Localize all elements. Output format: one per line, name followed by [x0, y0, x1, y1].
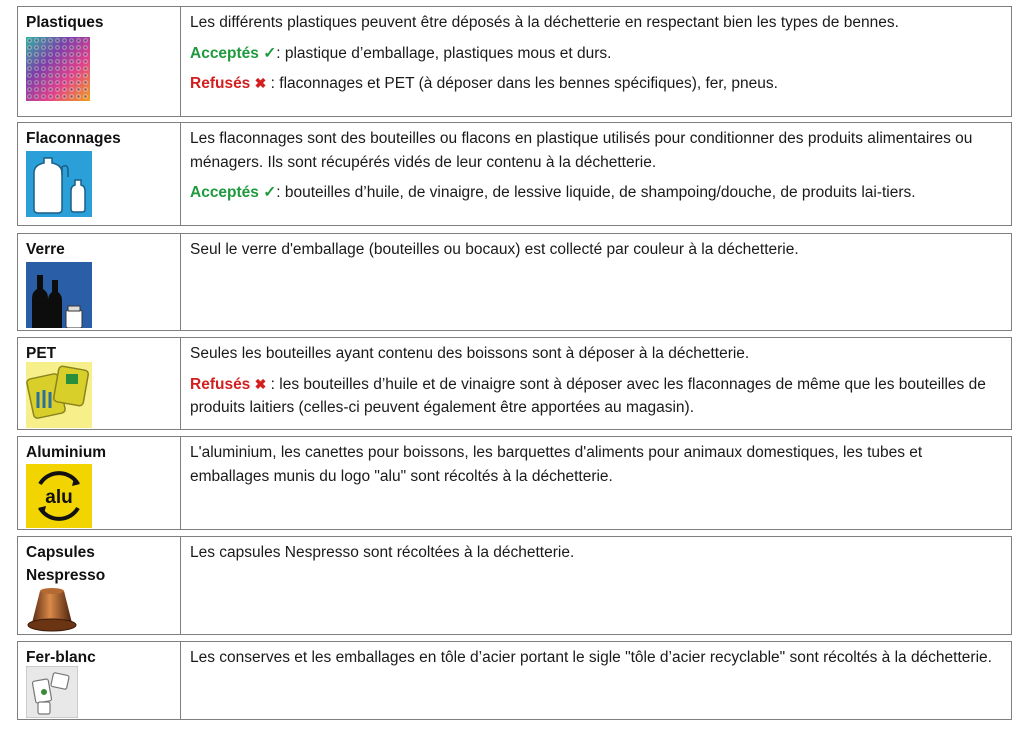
row-title: Verre [26, 241, 65, 258]
plastic-straws-icon [26, 37, 90, 106]
accepted-text: : plastique d’emballage, plastiques mous et durs. [276, 44, 612, 62]
accepted-label: Acceptés [190, 44, 259, 62]
coffee-capsule-icon [26, 587, 78, 638]
row-title: Aluminium [26, 444, 107, 461]
row-title: Fer-blanc [26, 649, 96, 666]
row-description [190, 541, 1001, 572]
row-text: Les flaconnages sont des bouteilles ou flacons en plastique utilisés pour conditionner des produits alimentaires ou ménagers. Ils sont récupérés vidés de leur contenu à la déchetterie. [190, 130, 973, 171]
check-icon: ✓ [263, 44, 277, 62]
row-title: Plastiques [26, 14, 104, 31]
refused-label: Refusés [190, 375, 251, 393]
table-row [17, 122, 1012, 226]
alu-logo-text: alu [45, 487, 73, 508]
plastic-bottles-icon [26, 151, 92, 222]
table-row [17, 536, 1012, 635]
glass-bottles-icon [26, 262, 92, 333]
alu-recycling-icon [26, 464, 92, 533]
row-text: Seul le verre d'emballage (bouteilles ou bocaux) est collecté par couleur à la déchetterie. [190, 241, 799, 258]
row-description [190, 646, 1001, 677]
row-label-cell [18, 7, 181, 116]
row-label-cell [18, 537, 181, 634]
accepted-line [190, 181, 1001, 205]
row-description [190, 238, 1001, 269]
table-row [17, 641, 1012, 720]
row-description [190, 342, 1001, 427]
row-label-cell [18, 437, 181, 529]
row-text: Seules les bouteilles ayant contenu des boissons sont à déposer à la déchetterie. [190, 345, 750, 362]
table-row [17, 6, 1012, 117]
cross-icon: ✖ [254, 375, 267, 392]
row-text: Les conserves et les emballages en tôle d’acier portant le sigle "tôle d’acier recyclable" sont récoltés à la déchetterie. [190, 649, 992, 666]
row-title: Capsules Nespresso [26, 544, 106, 584]
accepted-text: : bouteilles d’huile, de vinaigre, de lessive liquide, de shampoing/douche, de produits lai-tiers. [276, 184, 916, 201]
cross-icon: ✖ [254, 75, 267, 91]
refused-text: : les bouteilles d’huile et de vinaigre sont à déposer avec les flaconnages de même que les bouteilles de produits laitiers (celles-ci peuvent également être apportées au magasin). [190, 375, 986, 416]
accepted-line [190, 42, 1001, 66]
table-row [17, 233, 1012, 331]
row-text: L'aluminium, les canettes pour boissons, les barquettes d'aliments pour animaux domestiques, les tubes et emballages munis du logo "alu" sont récoltés à la déchetterie. [190, 444, 923, 485]
row-label-cell [18, 338, 181, 429]
table-row [17, 436, 1012, 530]
tin-cans-icon [26, 666, 78, 723]
table-row [17, 337, 1012, 430]
row-text: Les capsules Nespresso sont récoltées à la déchetterie. [190, 544, 575, 561]
refused-text: : flaconnages et PET (à déposer dans les bennes spécifiques), fer, pneus. [266, 75, 778, 92]
row-description [190, 127, 1001, 212]
row-label-cell [18, 642, 181, 719]
refused-label: Refusés [190, 75, 251, 92]
row-text: Les différents plastiques peuvent être déposés à la déchetterie en respectant bien les types de bennes. [190, 14, 899, 31]
row-title: PET [26, 345, 57, 362]
row-label-cell [18, 123, 181, 225]
refused-line [190, 72, 1001, 96]
check-icon: ✓ [263, 184, 277, 201]
accepted-label: Acceptés [190, 184, 259, 201]
row-description [190, 11, 1001, 103]
pet-recycling-icon [26, 362, 92, 433]
row-label-cell [18, 234, 181, 330]
refused-line [190, 373, 1001, 420]
row-description [190, 441, 1001, 495]
row-title: Flaconnages [26, 130, 121, 147]
